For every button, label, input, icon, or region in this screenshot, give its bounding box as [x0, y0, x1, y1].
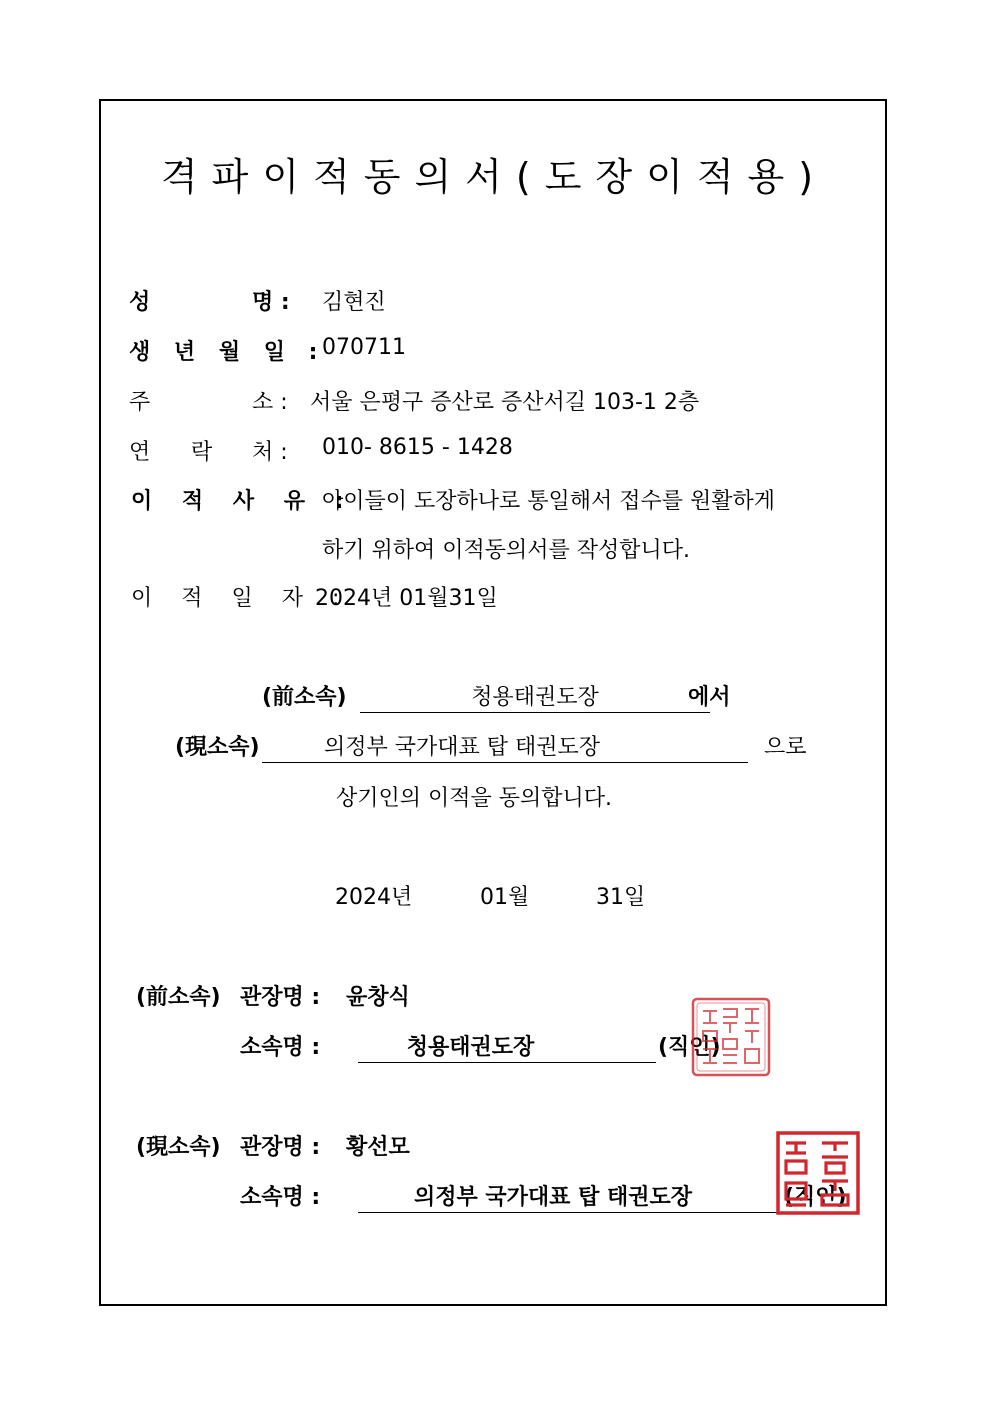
- document-title: 격파이적동의서(도장이적용): [160, 155, 828, 199]
- prev-suffix: 에서: [688, 685, 731, 710]
- contact-value: 010- 8615 - 1428: [322, 435, 513, 460]
- prev-org-name: 청용태권도장: [406, 1035, 535, 1060]
- curr-suffix: 으로: [764, 735, 807, 760]
- address-label-start: 주: [129, 390, 151, 415]
- prev-dojang-line: [360, 680, 710, 713]
- curr-org-label: 소속명 :: [240, 1185, 321, 1210]
- prev-director-name: 윤창식: [346, 985, 410, 1010]
- birth-value: 070711: [322, 335, 406, 360]
- sign-day: 31일: [596, 885, 646, 910]
- birth-label: 생 년 월 일 :: [129, 340, 326, 365]
- contact-label-3: 처 :: [252, 440, 288, 465]
- prev-seal-label: (직인): [658, 1035, 721, 1060]
- prev-dojang-name: 청용태권도장: [360, 680, 710, 713]
- curr-seal-stamp: [776, 1131, 860, 1215]
- prev-block-prefix: (前소속): [136, 985, 221, 1010]
- prev-org-label: 소속명 :: [240, 1035, 321, 1060]
- consent-sentence: 상기인의 이적을 동의합니다.: [336, 786, 613, 811]
- address-value: 서울 은평구 증산로 증산서길 103-1 2층: [310, 390, 700, 415]
- contact-label-1: 연: [129, 440, 151, 465]
- sign-month: 01월: [480, 885, 530, 910]
- curr-director-name: 황선모: [346, 1135, 410, 1160]
- prev-seal-stamp: [691, 997, 771, 1077]
- curr-seal-label: (직인): [784, 1185, 847, 1210]
- name-label: 성: [129, 290, 151, 315]
- contact-label-2: 락: [191, 440, 213, 465]
- prev-director-label: 관장명 :: [240, 985, 321, 1010]
- curr-org-line: [358, 1180, 786, 1213]
- date-value: 2024년 01월31일: [315, 586, 498, 611]
- prev-org-line: [358, 1030, 656, 1063]
- curr-dojang-name: 의정부 국가대표 탑 태권도장: [323, 735, 600, 760]
- reason-value-line1: 아이들이 도장하나로 통일해서 접수를 원활하게: [322, 489, 776, 514]
- curr-dojang-line: [262, 730, 748, 763]
- reason-value-line2: 하기 위하여 이적동의서를 작성합니다.: [322, 538, 691, 563]
- name-label-end: 명 :: [252, 290, 290, 315]
- curr-affiliation-prefix: (現소속): [175, 735, 260, 760]
- curr-org-name: 의정부 국가대표 탑 태권도장: [413, 1185, 692, 1210]
- sign-year: 2024년: [335, 885, 413, 910]
- date-label: 이 적 일 자 :: [131, 586, 351, 611]
- prev-affiliation-prefix: (前소속): [262, 685, 347, 710]
- curr-block-prefix: (現소속): [136, 1135, 221, 1160]
- address-label-end: 소 :: [252, 390, 288, 415]
- reason-label: 이 적 사 유 :: [131, 489, 355, 514]
- curr-director-label: 관장명 :: [240, 1135, 321, 1160]
- name-value: 김현진: [322, 290, 386, 315]
